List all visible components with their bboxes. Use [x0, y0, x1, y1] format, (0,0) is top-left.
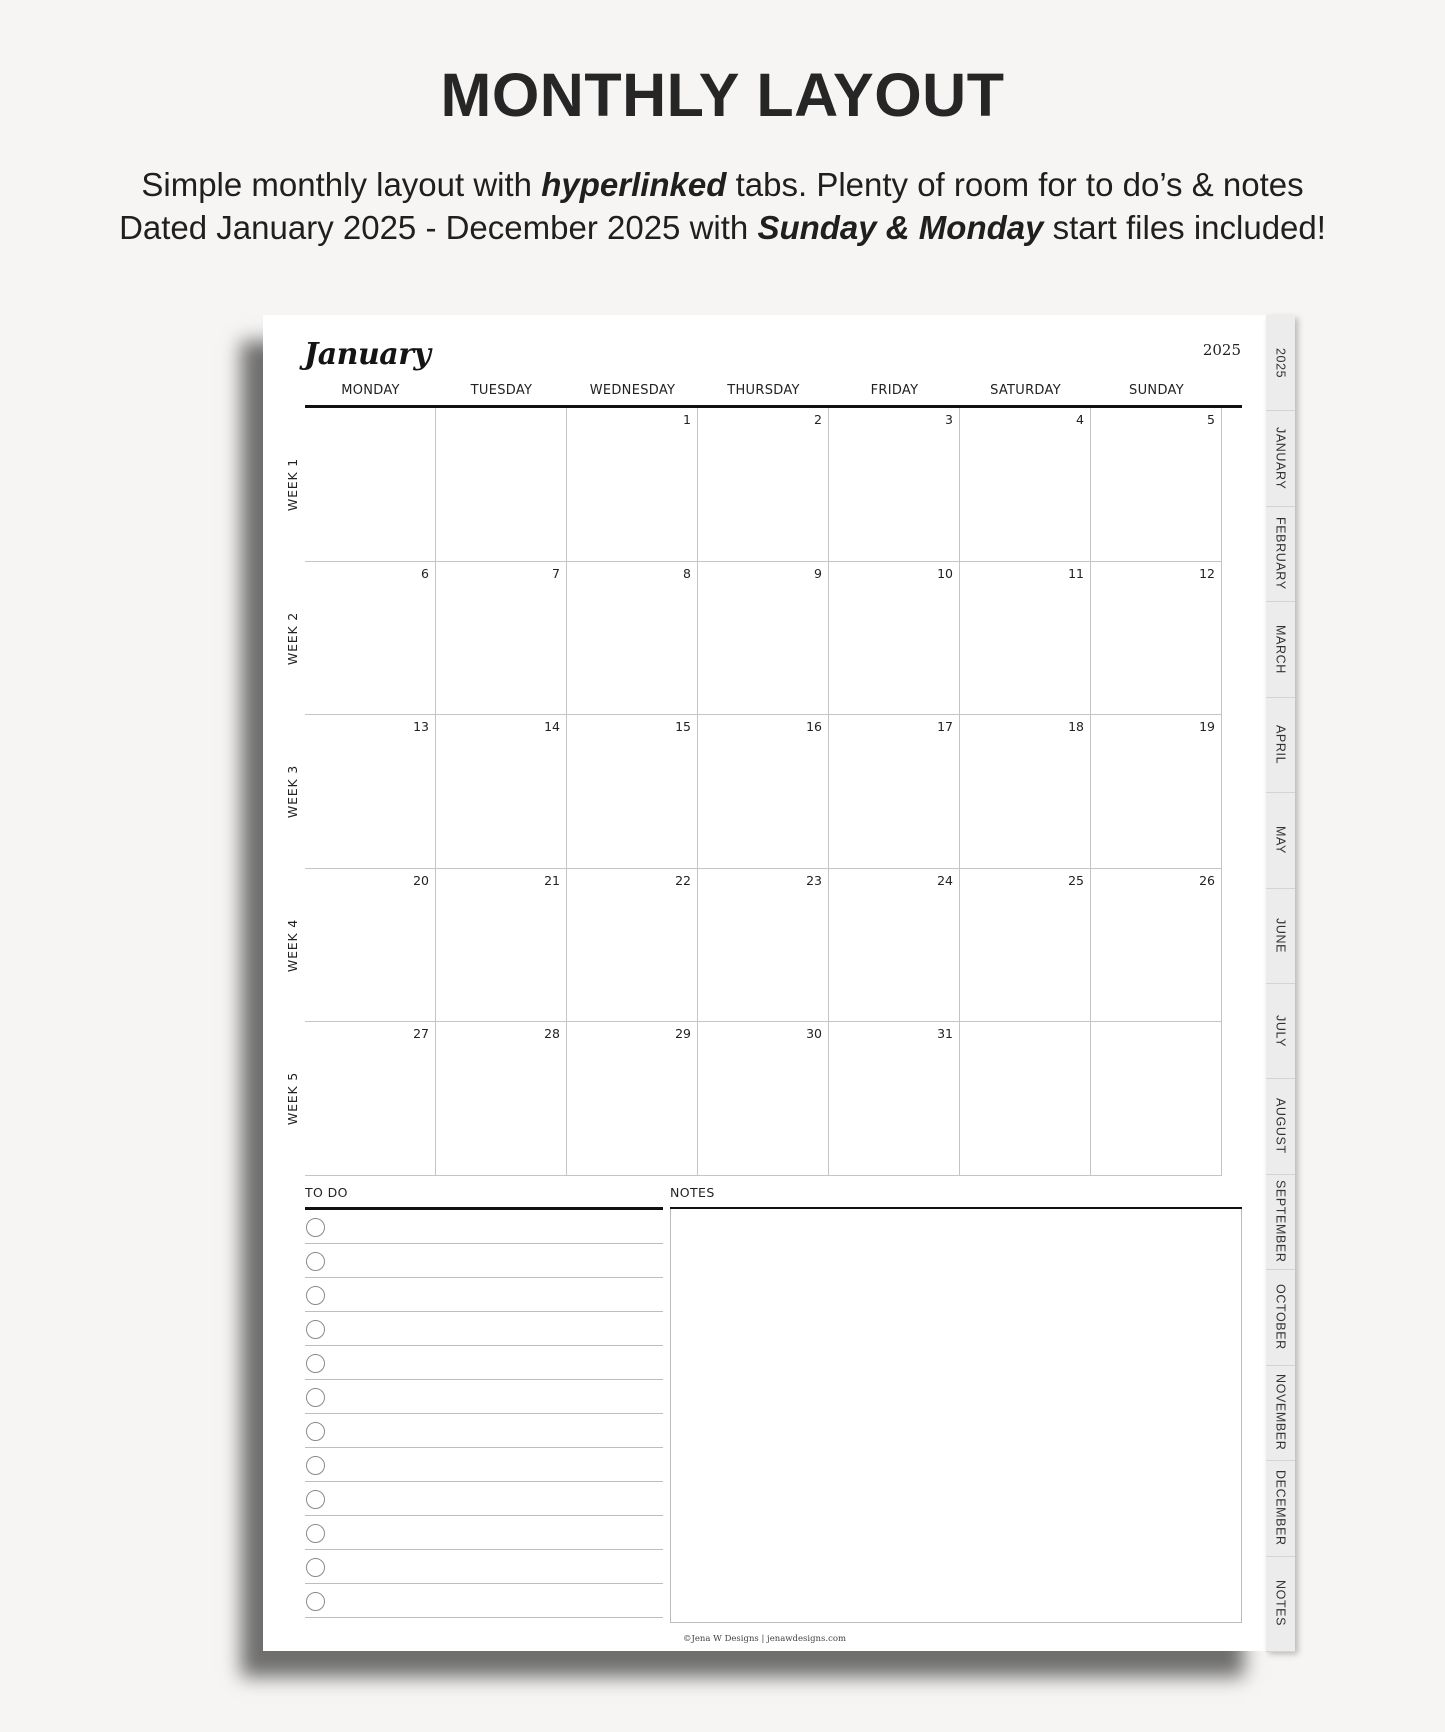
day-cell[interactable] — [305, 562, 436, 716]
day-cell[interactable] — [960, 562, 1091, 716]
day-cell[interactable] — [1091, 408, 1222, 562]
tab-label: MARCH — [1273, 624, 1288, 674]
todo-item[interactable] — [305, 1584, 663, 1618]
day-number: 5 — [1207, 412, 1215, 427]
day-cell[interactable] — [436, 869, 567, 1023]
day-number: 1 — [683, 412, 691, 427]
notes-area[interactable] — [670, 1209, 1242, 1623]
day-cell[interactable] — [305, 715, 436, 869]
day-number: 13 — [413, 719, 429, 734]
day-cell[interactable] — [960, 869, 1091, 1023]
day-number: 20 — [413, 872, 429, 888]
hero-subtitle-line-1 — [0, 166, 1445, 204]
day-number: 2 — [814, 412, 822, 427]
day-cell[interactable] — [436, 408, 567, 562]
day-number: 21 — [544, 872, 560, 888]
day-cell[interactable] — [960, 408, 1091, 562]
week-label-text: WEEK 1 — [284, 458, 300, 512]
day-cell[interactable] — [1091, 869, 1222, 1023]
tab-june[interactable] — [1266, 888, 1295, 984]
day-number: 15 — [675, 719, 691, 734]
tab-label: DECEMBER — [1273, 1470, 1288, 1546]
todo-checkbox-icon[interactable] — [306, 1286, 325, 1305]
day-cell[interactable] — [960, 715, 1091, 869]
tab-september[interactable] — [1266, 1174, 1295, 1270]
week-label-text: WEEK 4 — [284, 918, 300, 972]
day-cell[interactable] — [829, 408, 960, 562]
day-number: 11 — [1068, 565, 1084, 581]
hero-line2-text-a: Dated January 2025 - December 2025 with — [119, 209, 758, 246]
day-cell[interactable] — [960, 1022, 1091, 1176]
day-number: 22 — [675, 872, 691, 888]
day-cell[interactable] — [305, 1022, 436, 1176]
planner-page — [263, 315, 1266, 1651]
weekday-header-saturday: SATURDAY — [990, 383, 1061, 398]
year-label: 2025 — [1202, 341, 1241, 359]
day-number: 28 — [544, 1026, 560, 1041]
day-number: 25 — [1068, 872, 1084, 888]
week-label-text: WEEK 3 — [284, 765, 300, 819]
day-number: 29 — [675, 1026, 691, 1041]
day-number: 12 — [1199, 565, 1215, 581]
tab-label: OCTOBER — [1273, 1284, 1288, 1350]
todo-checkbox-icon[interactable] — [306, 1592, 325, 1611]
hero-title: MONTHLY LAYOUT — [440, 61, 1005, 129]
day-cell[interactable] — [698, 715, 829, 869]
day-cell[interactable] — [1091, 715, 1222, 869]
tab-april[interactable] — [1266, 697, 1295, 793]
todo-checkbox-icon[interactable] — [306, 1388, 325, 1407]
tab-february[interactable] — [1266, 506, 1295, 602]
todo-checkbox-icon[interactable] — [306, 1218, 325, 1237]
hero-line1-text-b: tabs. Plenty of room for to do’s & notes — [726, 166, 1304, 203]
day-cell[interactable] — [1091, 1022, 1222, 1176]
day-cell[interactable] — [698, 869, 829, 1023]
day-number: 26 — [1199, 872, 1215, 888]
hero-subtitle-line-2 — [0, 209, 1445, 247]
week-label-2[interactable] — [283, 562, 301, 716]
tab-label: 2025 — [1273, 347, 1288, 378]
todo-label: TO DO — [305, 1185, 348, 1200]
todo-checkbox-icon[interactable] — [306, 1558, 325, 1577]
day-cell[interactable] — [829, 715, 960, 869]
weekday-header-sunday: SUNDAY — [1129, 383, 1184, 398]
tab-august[interactable] — [1266, 1078, 1295, 1174]
day-cell[interactable] — [829, 562, 960, 716]
todo-item[interactable] — [305, 1346, 663, 1380]
todo-checkbox-icon[interactable] — [306, 1320, 325, 1339]
tab-2025[interactable] — [1266, 315, 1295, 411]
day-cell[interactable] — [567, 1022, 698, 1176]
tab-label: APRIL — [1273, 724, 1288, 764]
tab-label: FEBRUARY — [1273, 517, 1288, 590]
month-title: January — [304, 337, 431, 372]
day-cell[interactable] — [1091, 562, 1222, 716]
day-number: 18 — [1068, 719, 1084, 734]
hero-line1-text-a: Simple monthly layout with — [141, 166, 542, 203]
todo-item[interactable] — [305, 1448, 663, 1482]
day-cell[interactable] — [567, 562, 698, 716]
todo-item[interactable] — [305, 1244, 663, 1278]
week-label-text: WEEK 2 — [284, 611, 300, 665]
tab-label: AUGUST — [1273, 1098, 1288, 1154]
day-number: 30 — [806, 1026, 822, 1041]
week-label-3[interactable] — [283, 715, 301, 869]
weekday-header-tuesday: TUESDAY — [470, 383, 533, 398]
day-number: 27 — [413, 1026, 429, 1041]
day-cell[interactable] — [698, 1022, 829, 1176]
day-number: 14 — [544, 719, 560, 734]
day-cell[interactable] — [698, 562, 829, 716]
day-number: 3 — [945, 412, 953, 427]
weekday-header-thursday: THURSDAY — [727, 383, 800, 398]
tab-october[interactable] — [1266, 1269, 1295, 1365]
day-cell[interactable] — [436, 1022, 567, 1176]
day-cell[interactable] — [305, 408, 436, 562]
hero-line2-emphasis: Sunday & Monday — [757, 209, 1044, 246]
weekday-header-friday: FRIDAY — [870, 383, 919, 398]
todo-checkbox-icon[interactable] — [306, 1524, 325, 1543]
day-number: 23 — [806, 872, 822, 888]
todo-item[interactable] — [305, 1278, 663, 1312]
todo-checkbox-icon[interactable] — [306, 1456, 325, 1475]
tab-march[interactable] — [1266, 601, 1295, 697]
day-cell[interactable] — [829, 1022, 960, 1176]
tab-december[interactable] — [1266, 1460, 1295, 1556]
todo-checkbox-icon[interactable] — [306, 1354, 325, 1373]
tab-label: MAY — [1273, 825, 1288, 854]
weekday-header-monday: MONDAY — [341, 383, 400, 398]
todo-item[interactable] — [305, 1550, 663, 1584]
day-number: 7 — [552, 565, 560, 581]
day-cell[interactable] — [567, 715, 698, 869]
week-label-text: WEEK 5 — [284, 1072, 300, 1126]
day-number: 10 — [937, 565, 953, 581]
tab-january[interactable] — [1266, 410, 1295, 506]
weekday-header-wednesday: WEDNESDAY — [589, 383, 676, 398]
week-label-1[interactable] — [283, 408, 301, 562]
day-number: 8 — [683, 565, 691, 581]
todo-item[interactable] — [305, 1210, 663, 1244]
hero-line1-emphasis: hyperlinked — [541, 166, 727, 203]
day-number: 9 — [814, 565, 822, 581]
hero-line2-text-b: start files included! — [1043, 209, 1326, 246]
day-number: 19 — [1199, 719, 1215, 734]
todo-checkbox-icon[interactable] — [306, 1422, 325, 1441]
tab-notes[interactable] — [1266, 1556, 1295, 1652]
day-cell[interactable] — [436, 562, 567, 716]
day-number: 17 — [937, 719, 953, 734]
todo-item[interactable] — [305, 1312, 663, 1346]
tab-label: NOTES — [1273, 1580, 1288, 1627]
month-tab-strip — [1266, 315, 1295, 1651]
footer-credit: ©Jena W Designs | jenawdesigns.com — [682, 1634, 847, 1644]
week-label-4[interactable] — [283, 869, 301, 1023]
day-cell[interactable] — [305, 869, 436, 1023]
todo-item[interactable] — [305, 1482, 663, 1516]
tab-label: NOVEMBER — [1273, 1374, 1288, 1451]
todo-item[interactable] — [305, 1414, 663, 1448]
tab-label: JUNE — [1273, 917, 1288, 953]
todo-item[interactable] — [305, 1380, 663, 1414]
day-number: 31 — [937, 1026, 953, 1041]
todo-item[interactable] — [305, 1516, 663, 1550]
todo-checkbox-icon[interactable] — [306, 1490, 325, 1509]
day-cell[interactable] — [567, 869, 698, 1023]
tab-may[interactable] — [1266, 792, 1295, 888]
day-cell[interactable] — [829, 869, 960, 1023]
day-number: 16 — [806, 719, 822, 734]
tab-label: JULY — [1273, 1014, 1288, 1047]
todo-checkbox-icon[interactable] — [306, 1252, 325, 1271]
day-cell[interactable] — [567, 408, 698, 562]
tab-november[interactable] — [1266, 1365, 1295, 1461]
tab-july[interactable] — [1266, 983, 1295, 1079]
day-number: 24 — [937, 872, 953, 888]
tab-label: SEPTEMBER — [1273, 1180, 1288, 1263]
tab-label: JANUARY — [1273, 426, 1288, 490]
day-cell[interactable] — [436, 715, 567, 869]
day-cell[interactable] — [698, 408, 829, 562]
week-label-5[interactable] — [283, 1022, 301, 1176]
day-number: 4 — [1076, 412, 1084, 427]
day-number: 6 — [421, 565, 429, 581]
notes-label: NOTES — [670, 1185, 715, 1200]
